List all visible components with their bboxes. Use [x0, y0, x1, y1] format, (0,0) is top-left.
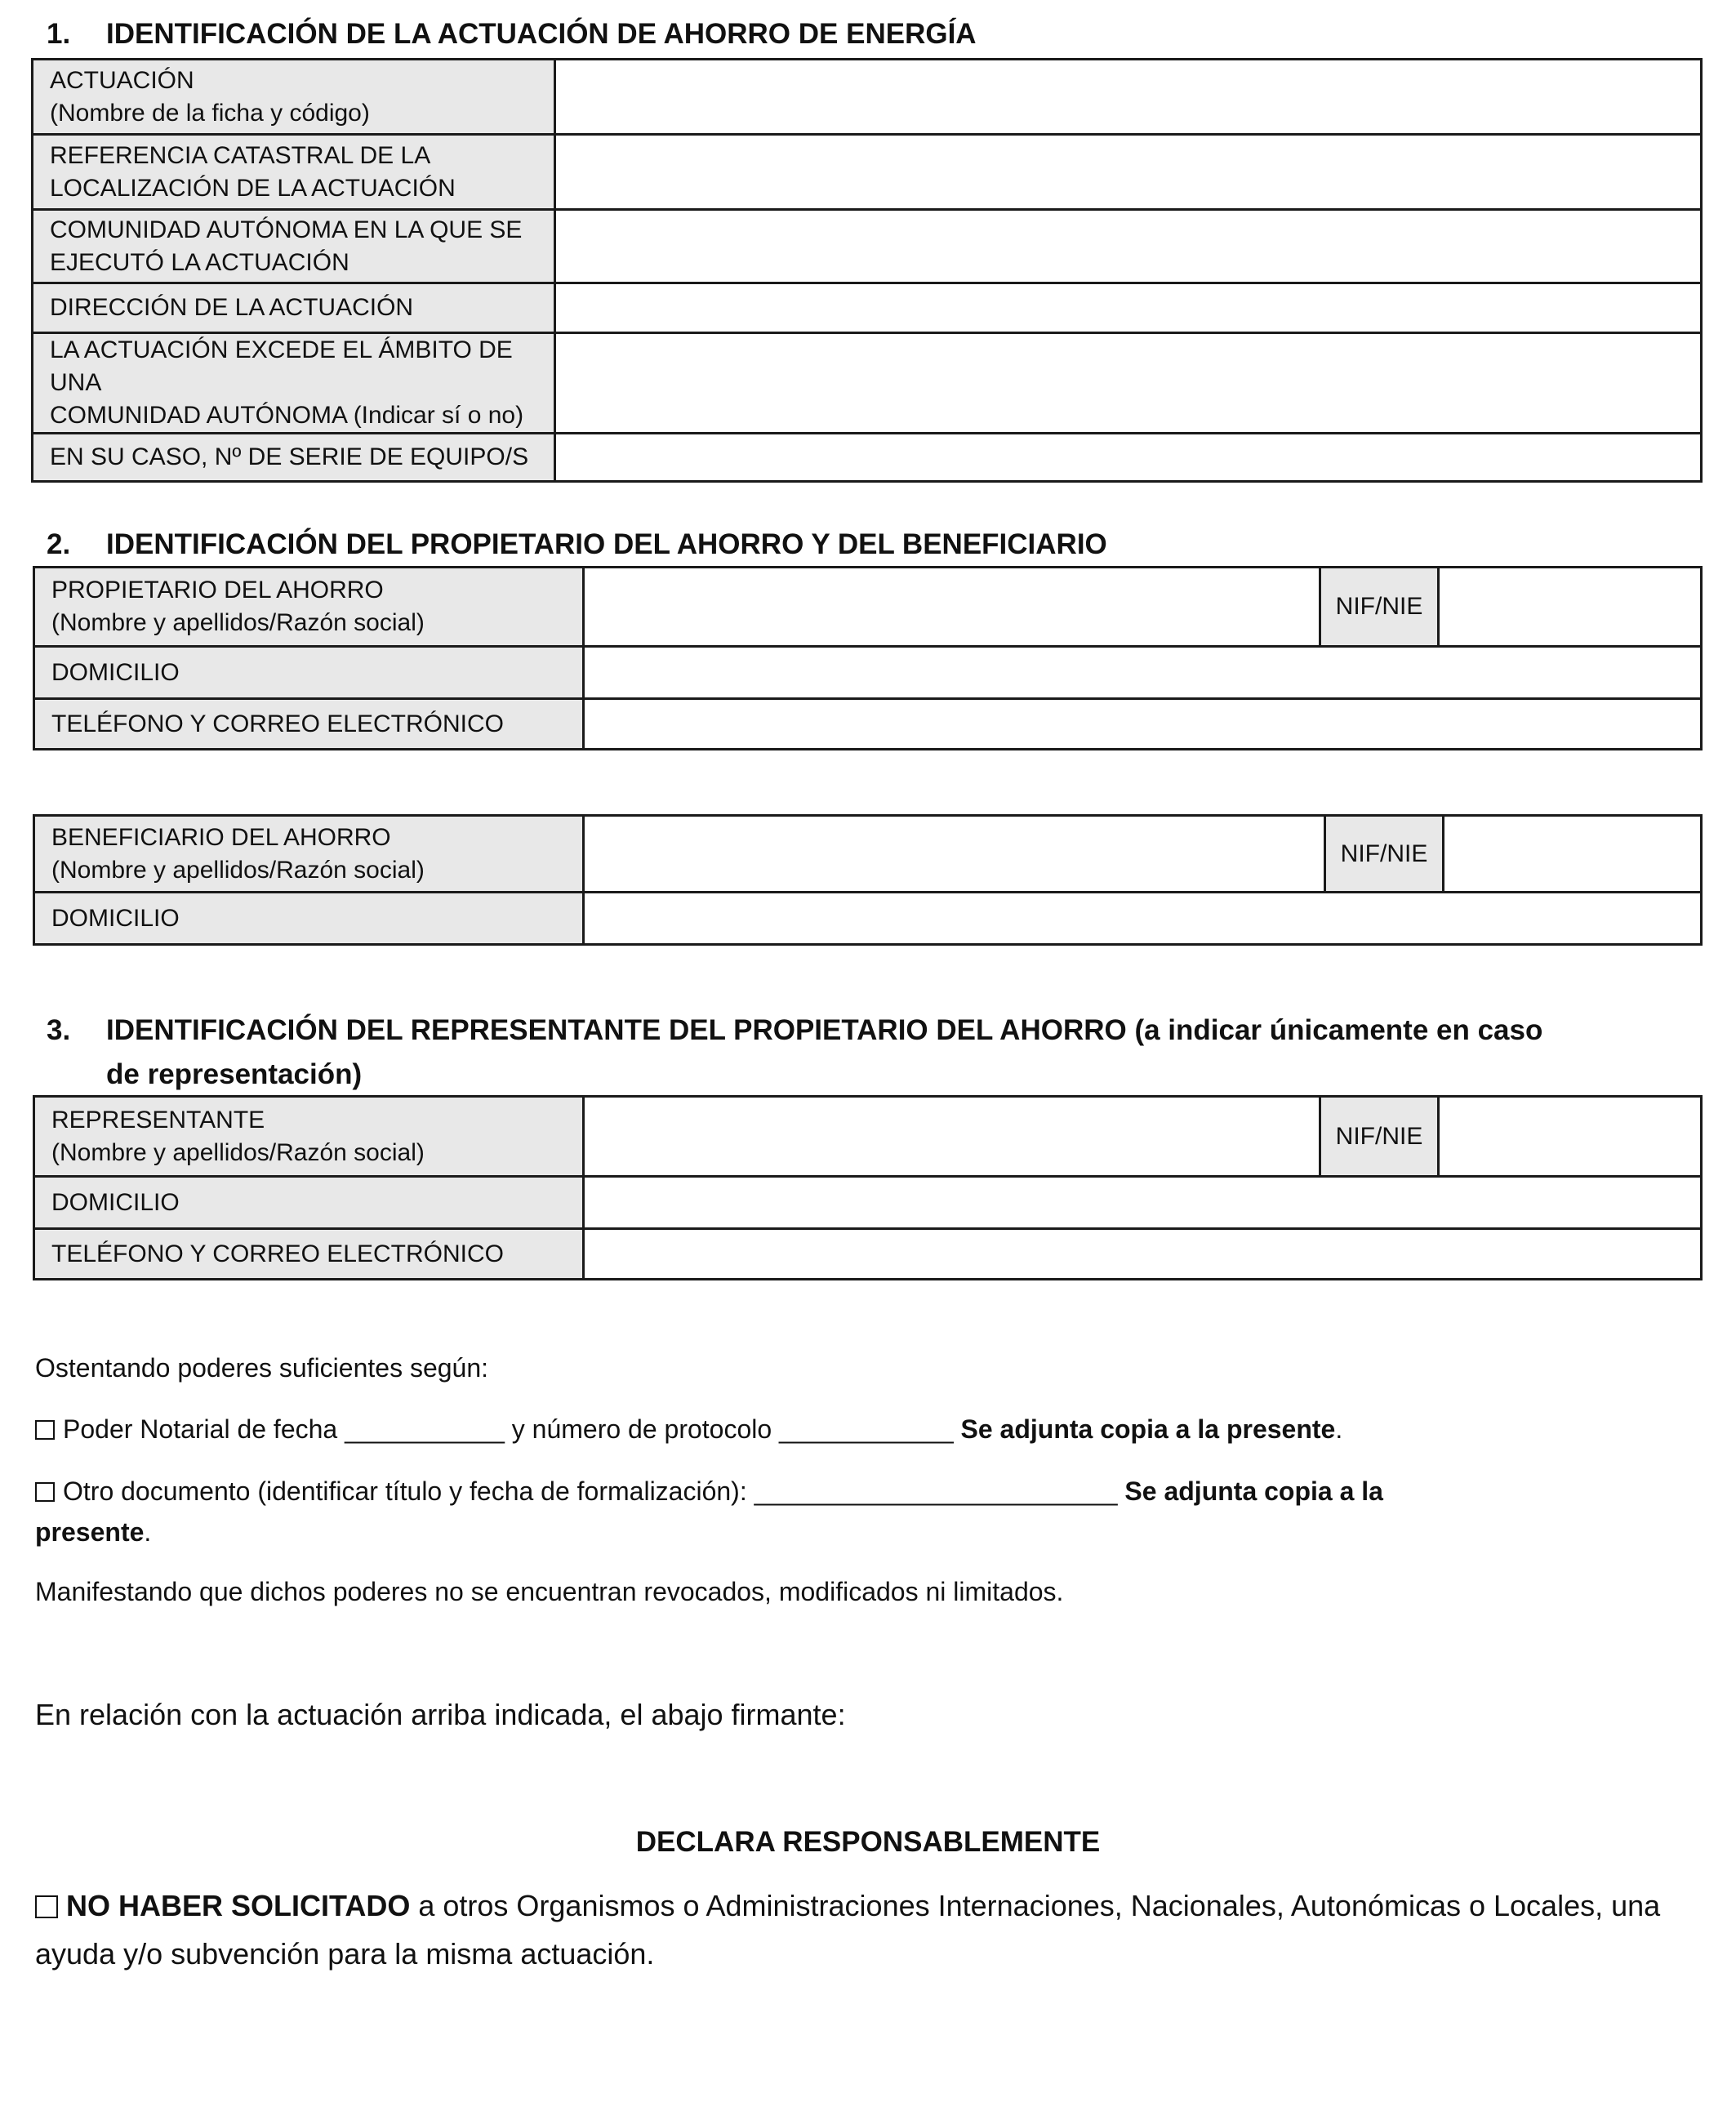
declaration-item-1-cont: ayuda y/o subvención para la misma actuación.: [35, 1937, 655, 1971]
table-row: [33, 333, 1702, 434]
table-row: [34, 1177, 1702, 1229]
section-1-number: 1.: [47, 18, 71, 50]
autonomous-community-field[interactable]: [555, 210, 1702, 283]
powers-intro: Ostentando poderes suficientes según:: [35, 1353, 489, 1383]
table-row: [34, 893, 1702, 945]
exceeds-scope-field[interactable]: [555, 333, 1702, 434]
section-3-number: 3.: [47, 1014, 71, 1046]
representative-contact-label: TELÉFONO Y CORREO ELECTRÓNICO: [34, 1229, 584, 1280]
cadastral-reference-field[interactable]: [555, 135, 1702, 210]
serial-number-field[interactable]: [555, 434, 1702, 482]
powers-statement: Manifestando que dichos poderes no se encuentran revocados, modificados ni limitados.: [35, 1577, 1064, 1606]
beneficiary-table: [33, 814, 1703, 946]
owner-address-field[interactable]: [584, 647, 1702, 699]
representative-name-field[interactable]: [584, 1097, 1320, 1177]
row-label-cadastral-reference: REFERENCIA CATASTRAL DE LA LOCALIZACIÓN DE LA ACTUACIÓN: [33, 135, 555, 210]
representative-nif-field[interactable]: [1439, 1097, 1702, 1177]
not-requested-checkbox[interactable]: [35, 1895, 58, 1918]
owner-nif-field[interactable]: [1439, 568, 1702, 647]
representative-address-field[interactable]: [584, 1177, 1702, 1229]
section-2-title: IDENTIFICACIÓN DEL PROPIETARIO DEL AHORRO Y DEL BENEFICIARIO: [106, 528, 1107, 560]
representative-table: [33, 1095, 1703, 1280]
declaration-title: DECLARA RESPONSABLEMENTE: [635, 1826, 1101, 1858]
owner-name-label: PROPIETARIO DEL AHORRO (Nombre y apellidos/Razón social): [34, 568, 584, 647]
declaration-item-1: NO HABER SOLICITADO a otros Organismos o Administraciones Internaciones, Nacionales, Autonómicas o Locales, una: [35, 1882, 1660, 1930]
table-row: [34, 816, 1702, 893]
owner-contact-label: TELÉFONO Y CORREO ELECTRÓNICO: [34, 699, 584, 750]
section-2-number: 2.: [47, 528, 71, 560]
row-label-autonomous-community: COMUNIDAD AUTÓNOMA EN LA QUE SE EJECUTÓ LA ACTUACIÓN: [33, 210, 555, 283]
owner-address-label: DOMICILIO: [34, 647, 584, 699]
table-row: [33, 210, 1702, 283]
row-label-action: ACTUACIÓN (Nombre de la ficha y código): [33, 60, 555, 135]
powers-option-other-document-cont: presente.: [35, 1517, 152, 1547]
powers-option-notarial: Poder Notarial de fecha ___________ y número de protocolo ____________ Se adjunta copia a la presente.: [35, 1410, 1342, 1449]
beneficiary-name-label: BENEFICIARIO DEL AHORRO (Nombre y apellidos/Razón social): [34, 816, 584, 893]
representative-name-label: REPRESENTANTE (Nombre y apellidos/Razón social): [34, 1097, 584, 1177]
representative-contact-field[interactable]: [584, 1229, 1702, 1280]
table-row: [34, 568, 1702, 647]
powers-option-other-document: Otro documento (identificar título y fecha de formalización): _________________________ Se adjunta copia a la: [35, 1472, 1383, 1511]
beneficiary-address-field[interactable]: [584, 893, 1702, 945]
owner-name-field[interactable]: [584, 568, 1320, 647]
table-row: [33, 283, 1702, 333]
notarial-power-checkbox[interactable]: [35, 1420, 55, 1440]
table-row: [34, 1097, 1702, 1177]
table-row: [34, 699, 1702, 750]
representative-nif-label: NIF/NIE: [1320, 1097, 1439, 1177]
beneficiary-address-label: DOMICILIO: [34, 893, 584, 945]
action-address-field[interactable]: [555, 283, 1702, 333]
owner-table: [33, 566, 1703, 750]
row-label-serial-number: EN SU CASO, Nº DE SERIE DE EQUIPO/S: [33, 434, 555, 482]
relation-text: En relación con la actuación arriba indicada, el abajo firmante:: [35, 1698, 846, 1731]
section-1-title: IDENTIFICACIÓN DE LA ACTUACIÓN DE AHORRO DE ENERGÍA: [106, 18, 977, 50]
table-row: [33, 135, 1702, 210]
row-label-exceeds-scope: LA ACTUACIÓN EXCEDE EL ÁMBITO DE UNA COMUNIDAD AUTÓNOMA (Indicar sí o no): [33, 333, 555, 434]
beneficiary-nif-field[interactable]: [1444, 816, 1702, 893]
owner-contact-field[interactable]: [584, 699, 1702, 750]
table-row: [34, 1229, 1702, 1280]
row-label-address: DIRECCIÓN DE LA ACTUACIÓN: [33, 283, 555, 333]
representative-address-label: DOMICILIO: [34, 1177, 584, 1229]
action-identification-table: [31, 58, 1703, 483]
beneficiary-nif-label: NIF/NIE: [1325, 816, 1444, 893]
table-row: [34, 647, 1702, 699]
table-row: [33, 60, 1702, 135]
owner-nif-label: NIF/NIE: [1320, 568, 1439, 647]
action-value-field[interactable]: [555, 60, 1702, 135]
section-3-title-line-1: IDENTIFICACIÓN DEL REPRESENTANTE DEL PROPIETARIO DEL AHORRO (a indicar únicamente en caso: [106, 1014, 1543, 1046]
section-3-title-line-2: de representación): [106, 1058, 363, 1090]
beneficiary-name-field[interactable]: [584, 816, 1325, 893]
table-row: [33, 434, 1702, 482]
other-document-checkbox[interactable]: [35, 1482, 55, 1502]
